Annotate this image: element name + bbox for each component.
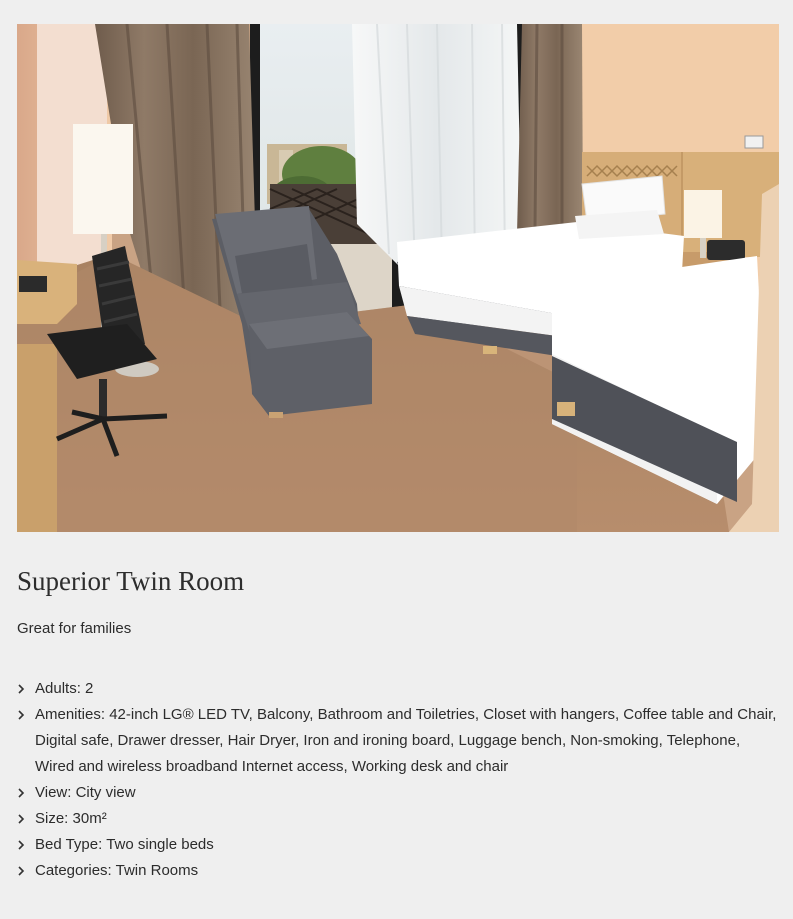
detail-amenities bbox=[17, 702, 782, 780]
detail-value[interactable]: Twin Rooms bbox=[115, 862, 199, 879]
detail-value: Two single beds bbox=[106, 836, 214, 853]
chevron-right-icon bbox=[17, 806, 27, 832]
detail-bed-type bbox=[17, 832, 782, 858]
detail-value: 2 bbox=[85, 680, 94, 697]
detail-size bbox=[17, 806, 782, 832]
detail-label: Categories: bbox=[35, 862, 112, 879]
chevron-right-icon bbox=[17, 702, 27, 728]
chevron-right-icon bbox=[17, 676, 27, 702]
detail-adults bbox=[17, 676, 782, 702]
detail-label: View: bbox=[35, 784, 72, 801]
detail-value: City view bbox=[75, 784, 136, 801]
detail-label: Bed Type: bbox=[35, 836, 103, 853]
room-title: Superior Twin Room bbox=[17, 566, 245, 596]
room-photo-illustration bbox=[17, 24, 779, 532]
detail-value: 42-inch LG® LED TV, Balcony, Bathroom and Toiletries, Closet with hangers, Coffee table and Chair, Digital safe, Drawer dresser, Hair Dryer, Iron and ironing board, Luggage bench, Non-smoking, Telephone, Wired and wireless broadband Internet access, Working desk and chair bbox=[35, 706, 777, 775]
detail-view bbox=[17, 780, 782, 806]
room-subtitle: Great for families bbox=[17, 620, 132, 637]
chevron-right-icon bbox=[17, 858, 27, 884]
detail-label: Size: bbox=[35, 810, 69, 827]
chevron-right-icon bbox=[17, 780, 27, 806]
detail-label: Amenities: bbox=[35, 706, 106, 723]
room-details-list bbox=[17, 676, 782, 884]
room-photo bbox=[17, 24, 779, 532]
detail-categories bbox=[17, 858, 782, 884]
chevron-right-icon bbox=[17, 832, 27, 858]
detail-value: 30m² bbox=[72, 810, 107, 827]
detail-label: Adults: bbox=[35, 680, 81, 697]
